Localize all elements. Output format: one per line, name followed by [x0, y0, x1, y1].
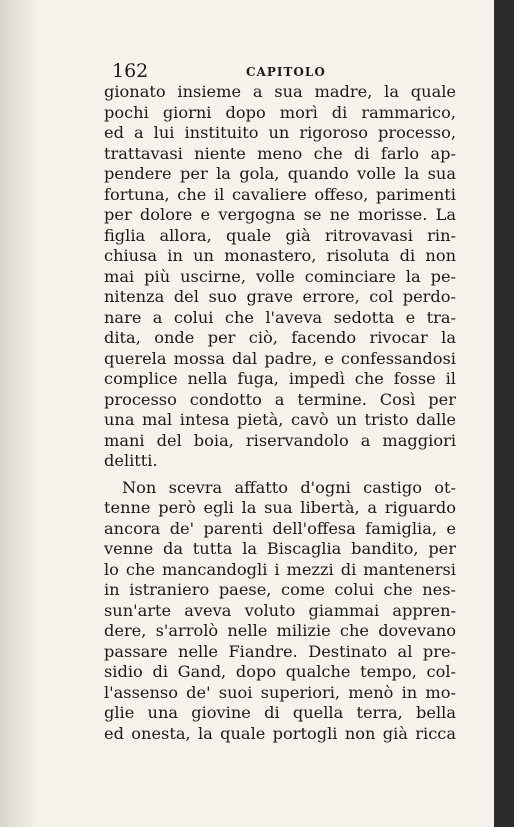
- text-line: ed a lui instituito un rigoroso processo,: [104, 123, 456, 142]
- running-head: CAPITOLO: [246, 65, 326, 79]
- page-header: [112, 60, 452, 84]
- text-line: fortuna, che il cavaliere offeso, parimenti: [104, 184, 456, 204]
- text-line: chiusa in un monastero, risoluta di non: [104, 246, 456, 265]
- text-line: venne da tutta la Biscaglia bandito, per: [104, 539, 456, 558]
- text-line: l'assenso de' suoi superiori, menò in mo-: [104, 682, 456, 702]
- text-line: sidio di Gand, dopo qualche tempo, col-: [104, 662, 456, 681]
- text-line: dita, onde per ciò, facendo rivocar la: [104, 328, 456, 347]
- text-line: pendere per la gola, quando volle la sua: [104, 164, 456, 183]
- text-line: gionato insieme a sua madre, la quale: [104, 82, 456, 101]
- page-gutter-shadow: [0, 0, 40, 827]
- text-line: nitenza del suo grave errore, col perdo-: [104, 287, 456, 306]
- text-line: processo condotto a termine. Così per: [104, 389, 456, 409]
- text-line: per dolore e vergogna se ne morisse. La: [104, 205, 456, 224]
- text-line: figlia allora, quale già ritrovavasi rin-: [104, 225, 456, 245]
- text-line: complice nella fuga, impedì che fosse il: [104, 369, 456, 388]
- text-line: trattavasi niente meno che di farlo ap-: [104, 143, 456, 163]
- text-line: dere, s'arrolò nelle milizie che dovevano: [104, 621, 456, 640]
- text-line: tenne però egli la sua libertà, a riguardo: [104, 498, 456, 517]
- text-line: nare a colui che l'aveva sedotta e tra-: [104, 307, 456, 327]
- text-line: lo che mancandogli i mezzi di mantenersi: [104, 559, 456, 579]
- text-line: in istraniero paese, come colui che nes-: [104, 580, 456, 599]
- paragraph: [104, 478, 456, 745]
- text-line: passare nelle Fiandre. Destinato al pre-: [104, 641, 456, 661]
- page-number: 162: [112, 60, 149, 82]
- paragraph: [104, 82, 456, 472]
- text-line: mani del boia, riservandolo a maggiori: [104, 430, 456, 450]
- text-line: delitti.: [104, 451, 158, 470]
- text-line: ed onesta, la quale portogli non già ricca: [104, 723, 456, 743]
- text-line: sun'arte aveva voluto giammai appren-: [104, 600, 456, 620]
- text-line: ancora de' parenti dell'offesa famiglia, e: [104, 518, 456, 538]
- body-text: [104, 82, 456, 744]
- text-line: Non scevra affatto d'ogni castigo ot-: [122, 477, 456, 497]
- text-line: querela mossa dal padre, e confessandosi: [104, 348, 456, 368]
- text-line: glie una giovine di quella terra, bella: [104, 703, 456, 722]
- text-line: pochi giorni dopo morì di rammarico,: [104, 102, 456, 122]
- text-line: una mal intesa pietà, cavò un tristo dalle: [104, 410, 456, 429]
- text-line: mai più uscirne, volle cominciare la pe-: [104, 266, 456, 286]
